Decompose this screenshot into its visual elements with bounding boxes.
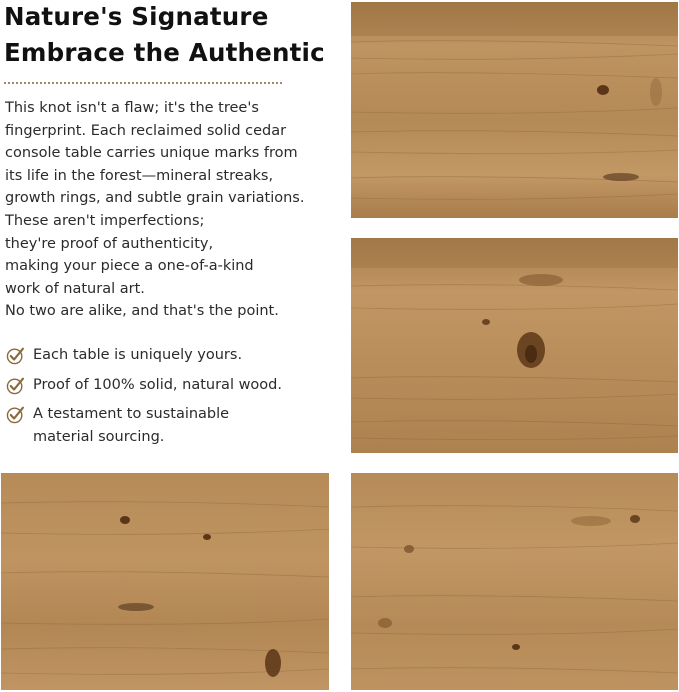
description-line: they're proof of authenticity, — [5, 235, 214, 252]
check-circle-icon — [5, 345, 26, 366]
check-circle-icon — [5, 375, 26, 396]
description-line: This knot isn't a flaw; it's the tree's — [5, 100, 259, 116]
description-line: fingerprint. Each reclaimed solid cedar — [5, 122, 287, 139]
wood-grain-photo — [1, 473, 329, 690]
description-line: console table carries unique marks from — [5, 145, 298, 162]
description-line: its life in the forest—mineral streaks, — [5, 167, 274, 184]
feature-text: Each table is uniquely yours. — [33, 347, 243, 363]
description-line: work of natural art. — [5, 280, 145, 297]
wood-grain-photo — [351, 473, 678, 690]
description-paragraph — [5, 97, 335, 323]
feature-text: material sourcing. — [33, 428, 165, 445]
wood-grain-photo — [351, 238, 678, 453]
description-line: growth rings, and subtle grain variations. — [5, 190, 305, 207]
heading-line-1: Nature's Signature — [4, 2, 269, 31]
feature-list — [5, 344, 335, 455]
feature-text: Proof of 100% solid, natural wood. — [33, 376, 282, 393]
wood-grain-photo — [351, 2, 678, 218]
feature-item — [5, 403, 335, 448]
heading-line-2: Embrace the Authentic — [4, 38, 325, 67]
description-line: These aren't imperfections; — [5, 212, 205, 229]
dotted-divider — [4, 82, 282, 84]
feature-text: A testament to sustainable — [33, 406, 230, 423]
check-circle-icon — [5, 404, 26, 425]
description-line: making your piece a one-of-a-kind — [5, 258, 254, 275]
feature-item — [5, 344, 335, 367]
feature-item — [5, 374, 335, 397]
description-line: No two are alike, and that's the point. — [5, 303, 279, 320]
